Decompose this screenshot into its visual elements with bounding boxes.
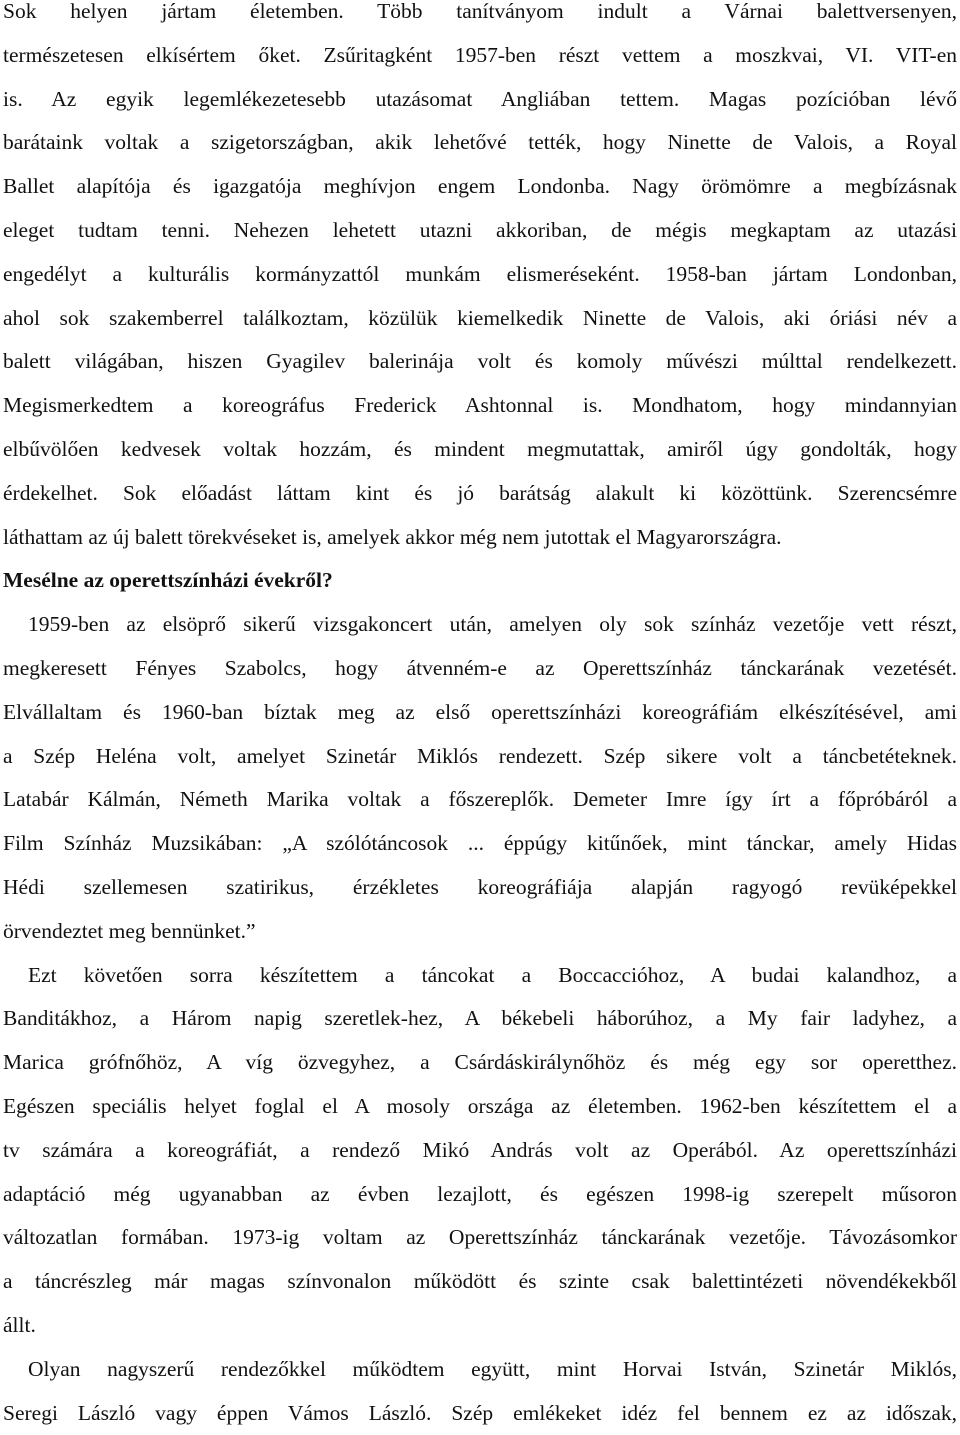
text-line: Hédi szellemesen szatirikus, érzékletes koreográfiája alapján ragyogó revüképekkel xyxy=(3,866,957,910)
text-line: Ezt követően sorra készítettem a táncokat a Boccaccióhoz, A budai kalandhoz, a xyxy=(3,954,957,998)
paragraph-operetta-start xyxy=(3,603,957,953)
text-line: adaptáció még ugyanabban az évben lezajlott, és egészen 1998-ig szerepelt műsoron xyxy=(3,1173,957,1217)
text-line: láthattam az új balett törekvéseket is, amelyek akkor még nem jutottak el Magyarországra. xyxy=(3,516,957,560)
text-line: örvendeztet meg bennünket.” xyxy=(3,910,957,954)
text-line: Marica grófnőhöz, A víg özvegyhez, a Csárdáskirálynőhöz és még egy sor operetthez. xyxy=(3,1041,957,1085)
text-line: érdekelhet. Sok előadást láttam kint és jó barátság alakult ki közöttünk. Szerencsémre xyxy=(3,472,957,516)
text-line: Egészen speciális helyet foglal el A mosoly országa az életemben. 1962-ben készítettem el a xyxy=(3,1085,957,1129)
text-line: Sok helyen jártam életemben. Több tanítványom indult a Várnai balettversenyen, xyxy=(3,0,957,34)
text-line: a Szép Heléna volt, amelyet Szinetár Miklós rendezett. Szép sikere volt a táncbetéteknek. xyxy=(3,735,957,779)
paragraph-operetta-works xyxy=(3,954,957,1348)
text-line: tv számára a koreográfiát, a rendező Mikó András volt az Operából. Az operettszínházi xyxy=(3,1129,957,1173)
text-line: Latabár Kálmán, Németh Marika voltak a főszereplők. Demeter Imre így írt a főpróbáról a xyxy=(3,778,957,822)
text-line: 1959-ben az elsöprő sikerű vizsgakoncert után, amelyen oly sok színház vezetője vett részt, xyxy=(3,603,957,647)
text-line: barátaink voltak a szigetországban, akik lehetővé tették, hogy Ninette de Valois, a Royal xyxy=(3,121,957,165)
text-line: eleget tudtam tenni. Nehezen lehetett utazni akkoriban, de mégis megkaptam az utazási xyxy=(3,209,957,253)
text-line: állt. xyxy=(3,1304,957,1348)
text-line: is. Az egyik legemlékezetesebb utazásomat Angliában tettem. Magas pozícióban lévő xyxy=(3,78,957,122)
text-line: Film Színház Muzsikában: „A szólótáncosok ... éppúgy kitűnőek, mint tánckar, amely Hidas xyxy=(3,822,957,866)
text-line: ahol sok szakemberrel találkoztam, közülük kiemelkedik Ninette de Valois, aki óriási név a xyxy=(3,297,957,341)
text-line: Elvállaltam és 1960-ban bíztak meg az első operettszínházi koreográfiám elkészítésével, ami xyxy=(3,691,957,735)
text-line: balett világában, hiszen Gyagilev balerinája volt és komoly művészi múlttal rendelkezett. xyxy=(3,340,957,384)
text-line: Megismerkedtem a koreográfus Frederick Ashtonnal is. Mondhatom, hogy mindannyian xyxy=(3,384,957,428)
text-line: Seregi László vagy éppen Vámos László. Szép emlékeket idéz fel bennem ez az időszak, xyxy=(3,1392,957,1435)
text-line: Olyan nagyszerű rendezőkkel működtem együtt, mint Horvai István, Szinetár Miklós, xyxy=(3,1348,957,1392)
text-line: változatlan formában. 1973-ig voltam az Operettszínház tánckarának vezetője. Távozásomkor xyxy=(3,1216,957,1260)
paragraph-london-travels xyxy=(3,0,957,559)
text-line: Banditákhoz, a Három napig szeretlek-hez, A békebeli háborúhoz, a My fair ladyhez, a xyxy=(3,997,957,1041)
text-line: megkeresett Fényes Szabolcs, hogy átvenném-e az Operettszínház tánckarának vezetését. xyxy=(3,647,957,691)
text-line: Ballet alapítója és igazgatója meghívjon engem Londonba. Nagy örömömre a megbízásnak xyxy=(3,165,957,209)
section-heading: Mesélne az operettszínházi évekről? xyxy=(3,559,957,603)
text-line: a táncrészleg már magas színvonalon működött és szinte csak balettintézeti növendékekből xyxy=(3,1260,957,1304)
text-line: természetesen elkísértem őket. Zsűritagként 1957-ben részt vettem a moszkvai, VI. VIT-en xyxy=(3,34,957,78)
paragraph-directors xyxy=(3,1348,957,1435)
text-line: elbűvölően kedvesek voltak hozzám, és mindent megmutattak, amiről úgy gondolták, hogy xyxy=(3,428,957,472)
text-line: engedélyt a kulturális kormányzattól munkám elismeréseként. 1958-ban jártam Londonban, xyxy=(3,253,957,297)
